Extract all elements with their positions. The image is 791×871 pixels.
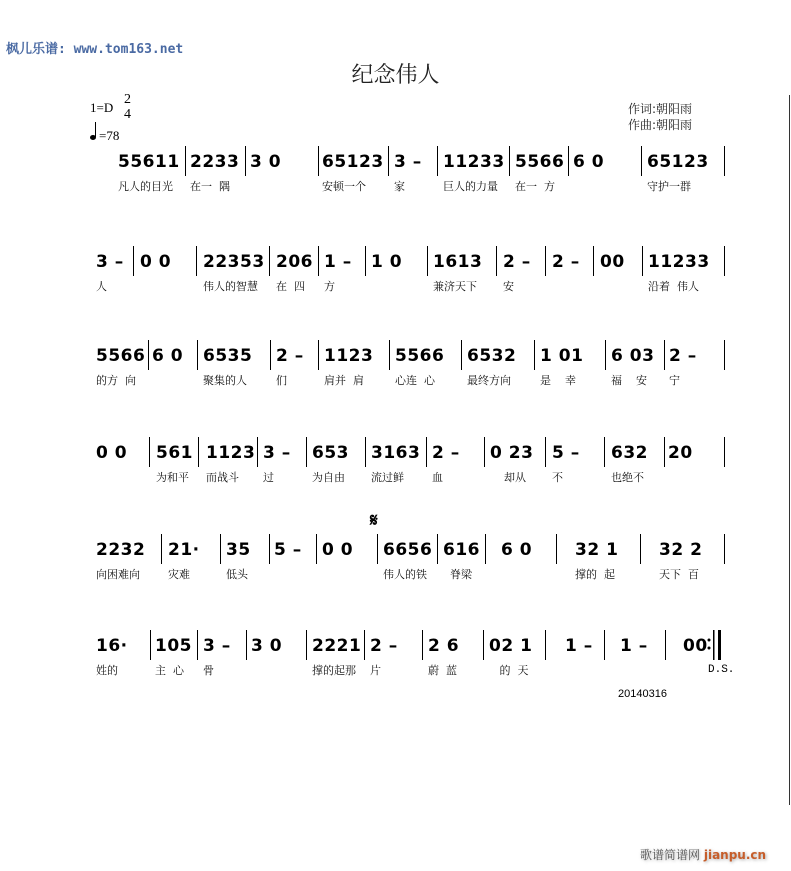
bar-line [318,146,319,176]
measure-notes: 1613 [433,252,483,272]
measure-notes: 5 – [274,540,302,560]
bar-line [437,146,438,176]
staff-row [0,252,791,322]
measure-lyric: 们 [276,374,287,387]
measure-lyric: 伟人的铁 [383,568,427,581]
measure-lyric: 撑的起那 [312,664,356,677]
measure-lyric: 血 [432,471,443,484]
bar-line [377,534,378,564]
measure-lyric: 方 [324,280,335,293]
measure-lyric: 人 [96,280,107,293]
measure-notes: 206 [276,252,313,272]
measure-notes: 0 0 [322,540,354,560]
measure-notes: 5566 [395,346,445,366]
bar-line [388,146,389,176]
measure-lyric: 为自由 [312,471,345,484]
measure-notes: 65123 [322,152,384,172]
measure-lyric: 过 [263,471,274,484]
measure-notes: 1 – [324,252,352,272]
measure-notes: 2 – [552,252,580,272]
measure-lyric: 伟人的智慧 [203,280,258,293]
measure-notes: 2221 [312,636,362,656]
measure-notes: 3 – [263,443,291,463]
measure-notes: 561 [156,443,193,463]
measure-notes: 2 – [669,346,697,366]
bar-line [545,437,546,467]
bar-line [593,246,594,276]
measure-notes: 1 0 [371,252,403,272]
measure-lyric: 沿着 伟人 [648,280,699,293]
measure-lyric: 巨人的力量 [443,180,498,193]
bar-line [198,437,199,467]
measure-lyric: 片 [370,664,381,677]
measure-notes: 6 0 [501,540,533,560]
credits [628,101,692,133]
bar-line [545,246,546,276]
measure-notes: 1 – [565,636,593,656]
measure-notes: 55611 [118,152,180,172]
bar-line [568,146,569,176]
measure-notes: 2 – [503,252,531,272]
bar-line [724,437,725,467]
watermark-cn: 歌谱简谱网 [640,848,701,862]
watermark-top: 枫儿乐谱: www.tom163.net [6,42,184,57]
bar-line [306,630,307,660]
measure-lyric: 福 安 [611,374,647,387]
measure-notes: 21· [168,540,200,560]
measure-lyric: 肩并 肩 [324,374,364,387]
measure-notes: 00 [600,252,625,272]
bar-line [461,340,462,370]
measure-notes: 105 [155,636,192,656]
measure-notes: 1 01 [540,346,584,366]
measure-lyric: 在一 方 [515,180,555,193]
bar-line [197,630,198,660]
bar-line [427,246,428,276]
time-denominator: 4 [124,107,131,122]
measure-notes: 3 0 [251,636,283,656]
measure-lyric: 安 [503,280,514,293]
date-stamp: 20140316 [618,688,667,700]
measure-notes: 65123 [647,152,709,172]
measure-notes: 5566 [96,346,146,366]
measure-lyric: 的方 向 [96,374,136,387]
measure-lyric: 是 幸 [540,374,576,387]
measure-lyric: 却从 [490,471,526,484]
dal-segno-mark: D.S. [708,664,735,676]
measure-notes: 32 2 [659,540,703,560]
measure-notes: 0 23 [490,443,534,463]
measure-lyric: 撑的 起 [575,568,615,581]
measure-lyric: 向困难向 [96,568,140,581]
measure-notes: 1123 [324,346,374,366]
bar-line [389,340,390,370]
bar-line [426,437,427,467]
bar-line [422,630,423,660]
lyricist: 作词:朝阳雨 [628,102,693,116]
final-repeat-barline [707,630,727,660]
staff-row [0,636,791,706]
watermark-site: jianpu.cn [703,848,767,862]
bar-line [196,246,197,276]
bar-line [133,246,134,276]
measure-lyric: 安顿一个 [322,180,366,193]
measure-notes: 6532 [467,346,517,366]
measure-notes: 6535 [203,346,253,366]
measure-lyric: 凡人的目光 [118,180,173,193]
measure-lyric: 在 四 [276,280,305,293]
bar-line [257,437,258,467]
segno-icon: 𝄋 [370,510,378,531]
bar-line [269,534,270,564]
measure-lyric: 心连 心 [395,374,435,387]
staff-row [0,346,791,416]
bar-line [545,630,546,660]
measure-notes: 3 – [394,152,422,172]
bar-line [556,534,557,564]
measure-notes: 5 – [552,443,580,463]
bar-line [640,534,641,564]
measure-lyric: 家 [394,180,405,193]
bar-line [509,146,510,176]
measure-notes: 11233 [648,252,710,272]
measure-lyric: 不 [552,471,563,484]
measure-notes: 2 6 [428,636,460,656]
measure-notes: 3163 [371,443,421,463]
bar-line [724,146,725,176]
staff-row [0,152,791,222]
bar-line [437,534,438,564]
measure-notes: 3 – [96,252,124,272]
time-signature [124,92,131,122]
quarter-note-icon [90,135,96,140]
measure-notes: 1123 [206,443,256,463]
staff-row [0,510,791,610]
bar-line [365,246,366,276]
measure-notes: 5566 [515,152,565,172]
bar-line [161,534,162,564]
measure-lyric: 脊梁 [443,568,472,581]
measure-lyric: 骨 [203,664,214,677]
key-signature [90,92,131,122]
bar-line [485,534,486,564]
measure-notes: 0 0 [96,443,128,463]
bar-line [724,534,725,564]
measure-notes: 2233 [190,152,240,172]
key-label: 1=D [90,100,114,115]
measure-notes: 2232 [96,540,146,560]
bar-line [604,437,605,467]
measure-notes: 3 0 [250,152,282,172]
measure-lyric: 的 天 [489,664,529,677]
staff-row [0,443,791,513]
measure-notes: 3 – [203,636,231,656]
bar-line [665,630,666,660]
measure-lyric: 低头 [226,568,248,581]
measure-lyric: 灾难 [168,568,190,581]
bar-line [364,630,365,660]
measure-notes: 6 0 [573,152,605,172]
measure-notes: 35 [226,540,251,560]
measure-lyric: 在一 隅 [190,180,230,193]
measure-lyric: 姓的 [96,664,118,677]
bar-line [246,630,247,660]
bar-line [185,146,186,176]
bar-line [642,246,643,276]
bar-line [496,246,497,276]
bar-line [534,340,535,370]
measure-notes: 2 – [432,443,460,463]
measure-notes: 2 – [370,636,398,656]
measure-notes: 2 – [276,346,304,366]
measure-notes: 1 – [620,636,648,656]
bar-line [724,246,725,276]
measure-lyric: 守护一群 [647,180,691,193]
tempo-value: =78 [99,128,120,143]
measure-lyric: 流过鲜 [371,471,404,484]
measure-notes: 20 [668,443,693,463]
measure-lyric: 为和平 [156,471,189,484]
bar-line [245,146,246,176]
measure-notes: 16· [96,636,128,656]
bar-line [604,630,605,660]
watermark-bottom [640,846,766,863]
bar-line [149,437,150,467]
bar-line [484,437,485,467]
bar-line [365,437,366,467]
bar-line [664,437,665,467]
bar-line [641,146,642,176]
measure-notes: 6 0 [152,346,184,366]
measure-lyric: 也绝不 [611,471,644,484]
measure-lyric: 蔚 蓝 [428,664,457,677]
bar-line [664,340,665,370]
measure-notes: 02 1 [489,636,533,656]
tempo-marking [90,128,119,144]
measure-lyric: 天下 百 [659,568,699,581]
measure-notes: 11233 [443,152,505,172]
measure-lyric: 最终方向 [467,374,511,387]
measure-notes: 6 03 [611,346,655,366]
measure-notes: 22353 [203,252,265,272]
bar-line [150,630,151,660]
time-numerator: 2 [124,92,131,107]
bar-line [318,340,319,370]
measure-notes: 632 [611,443,648,463]
bar-line [270,340,271,370]
bar-line [220,534,221,564]
measure-notes: 616 [443,540,480,560]
measure-lyric: 兼济天下 [433,280,477,293]
bar-line [148,340,149,370]
song-title: 纪念伟人 [351,63,440,88]
measure-lyric: 聚集的人 [203,374,247,387]
measure-notes: 6656 [383,540,433,560]
measure-notes: 00 [683,636,708,656]
bar-line [318,246,319,276]
bar-line [483,630,484,660]
measure-lyric: 而战斗 [206,471,239,484]
bar-line [316,534,317,564]
measure-lyric: 主 心 [155,664,184,677]
bar-line [197,340,198,370]
measure-lyric: 宁 [669,374,680,387]
composer: 作曲:朝阳雨 [628,118,693,132]
measure-notes: 0 0 [140,252,172,272]
bar-line [605,340,606,370]
bar-line [306,437,307,467]
bar-line [269,246,270,276]
bar-line [724,340,725,370]
measure-notes: 32 1 [575,540,619,560]
measure-notes: 653 [312,443,349,463]
